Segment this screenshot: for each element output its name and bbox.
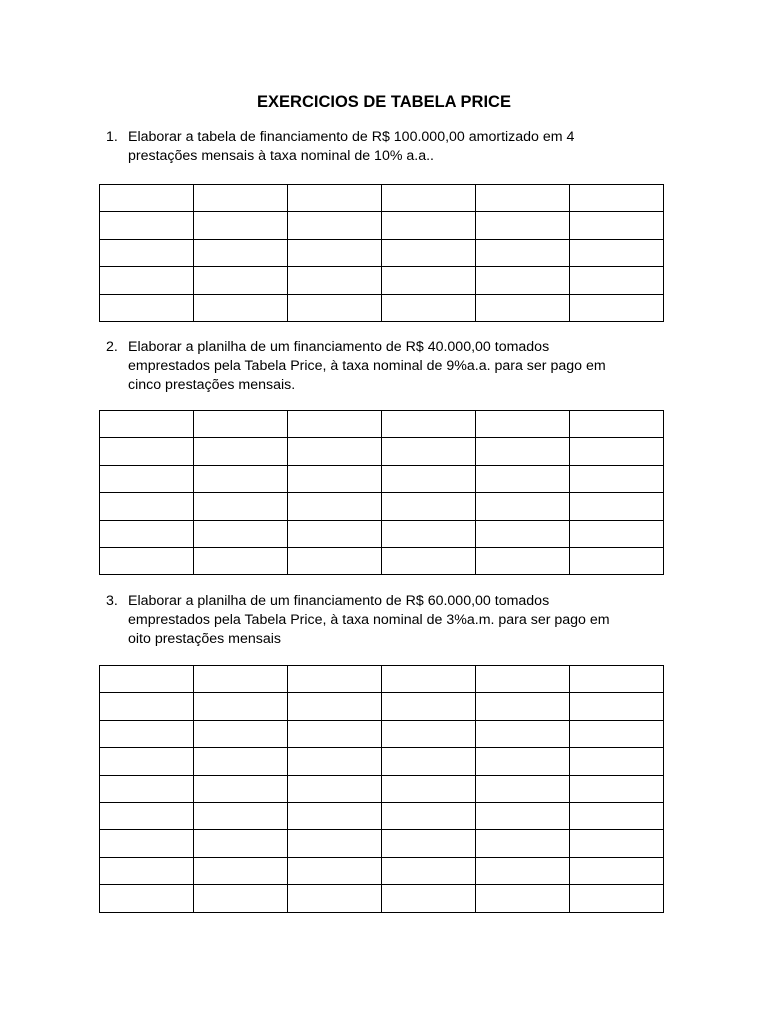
table-cell [382,239,476,266]
table-cell [194,185,288,212]
table-row [100,185,664,212]
table-row [100,885,664,912]
table-cell [194,748,288,775]
table-cell [382,857,476,884]
table-cell [570,185,664,212]
table-cell [382,775,476,802]
table-cell [194,775,288,802]
exercise-3 [106,592,666,649]
table-cell [194,857,288,884]
table-cell [288,885,382,912]
table-cell [382,212,476,239]
table-cell [476,693,570,720]
table-cell [194,830,288,857]
table-cell [288,239,382,266]
table-cell [100,720,194,747]
table-cell [570,748,664,775]
table-cell [476,885,570,912]
table-cell [194,693,288,720]
table-cell [288,411,382,438]
table-cell [570,547,664,574]
table-cell [476,748,570,775]
table-cell [382,830,476,857]
table-cell [476,185,570,212]
exercise-2-number: 2. [106,339,118,355]
exercise-1 [106,128,666,166]
table-cell [382,493,476,520]
table-row [100,547,664,574]
table-cell [100,775,194,802]
table-cell [570,857,664,884]
table-cell [100,438,194,465]
table-cell [288,857,382,884]
exercise-2-table [99,410,664,575]
table-cell [194,212,288,239]
table-cell [288,693,382,720]
table-cell [100,239,194,266]
table-cell [288,802,382,829]
table-cell [194,239,288,266]
table-cell [382,666,476,693]
exercise-1-table [99,184,664,322]
table-cell [382,185,476,212]
table-cell [100,493,194,520]
page-title: EXERCICIOS DE TABELA PRICE [257,93,511,111]
table-row [100,411,664,438]
table-cell [476,547,570,574]
table-cell [288,493,382,520]
table-cell [476,520,570,547]
table-cell [100,547,194,574]
table-cell [100,857,194,884]
table-cell [570,885,664,912]
table-cell [100,748,194,775]
table-cell [570,666,664,693]
table-cell [288,294,382,321]
table-cell [100,267,194,294]
table-cell [570,294,664,321]
exercise-1-number: 1. [106,129,118,145]
table-cell [288,666,382,693]
table-cell [476,411,570,438]
table-cell [288,775,382,802]
table-cell [288,547,382,574]
table-cell [194,465,288,492]
table-row [100,493,664,520]
table-row [100,294,664,321]
table-cell [100,465,194,492]
table-cell [382,547,476,574]
table-cell [476,493,570,520]
table-cell [570,830,664,857]
table-cell [476,775,570,802]
table-cell [382,885,476,912]
table-cell [570,465,664,492]
table-cell [288,720,382,747]
table-cell [382,465,476,492]
table-cell [100,294,194,321]
table-cell [382,693,476,720]
table-cell [382,267,476,294]
table-cell [194,802,288,829]
table-cell [570,267,664,294]
table-cell [288,520,382,547]
table-row [100,212,664,239]
table-cell [100,185,194,212]
table-cell [100,802,194,829]
table-row [100,857,664,884]
table-row [100,748,664,775]
table-cell [100,212,194,239]
table-cell [288,465,382,492]
table-cell [100,830,194,857]
table-cell [288,185,382,212]
table-row [100,693,664,720]
table-cell [382,802,476,829]
table-cell [570,239,664,266]
table-cell [382,520,476,547]
exercise-2 [106,338,666,395]
table-cell [570,775,664,802]
table-row [100,465,664,492]
table-cell [100,520,194,547]
table-row [100,830,664,857]
table-cell [194,666,288,693]
table-row [100,720,664,747]
table-cell [194,547,288,574]
table-cell [194,411,288,438]
table-cell [194,294,288,321]
table-cell [382,438,476,465]
table-cell [476,802,570,829]
table-cell [100,411,194,438]
table-cell [476,465,570,492]
table-cell [288,748,382,775]
table-cell [382,294,476,321]
table-cell [476,830,570,857]
table-cell [194,520,288,547]
table-cell [570,438,664,465]
table-cell [476,857,570,884]
table-cell [476,212,570,239]
table-cell [194,493,288,520]
table-row [100,775,664,802]
table-cell [288,830,382,857]
exercise-3-text: Elaborar a planilha de um financiamento de R$ 60.000,00 tomados emprestados pela Tabela Price, à taxa nominal de 3%a.m. para ser pago em oito prestações mensais [128,593,610,647]
exercise-2-text: Elaborar a planilha de um financiamento de R$ 40.000,00 tomados emprestados pela Tabela Price, à taxa nominal de 9%a.a. para ser pago em cinco prestações mensais. [128,339,606,393]
table-cell [476,666,570,693]
table-cell [100,693,194,720]
table-cell [382,411,476,438]
table-cell [194,720,288,747]
table-cell [570,802,664,829]
table-row [100,239,664,266]
table-row [100,438,664,465]
table-cell [194,885,288,912]
table-row [100,520,664,547]
table-row [100,666,664,693]
table-cell [194,438,288,465]
table-cell [476,294,570,321]
table-cell [100,885,194,912]
table-cell [570,411,664,438]
table-cell [476,720,570,747]
table-cell [570,720,664,747]
exercise-3-table [99,665,664,913]
table-row [100,802,664,829]
table-cell [382,720,476,747]
table-cell [476,438,570,465]
table-cell [476,239,570,266]
table-row [100,267,664,294]
table-cell [570,520,664,547]
table-cell [288,212,382,239]
table-cell [382,748,476,775]
table-cell [476,267,570,294]
exercise-3-number: 3. [106,593,118,609]
table-cell [288,267,382,294]
table-cell [288,438,382,465]
table-cell [570,493,664,520]
table-cell [100,666,194,693]
table-cell [194,267,288,294]
table-cell [570,212,664,239]
table-cell [570,693,664,720]
exercise-1-text: Elaborar a tabela de financiamento de R$ 100.000,00 amortizado em 4 prestações mensais à taxa nominal de 10% a.a.. [128,129,575,164]
